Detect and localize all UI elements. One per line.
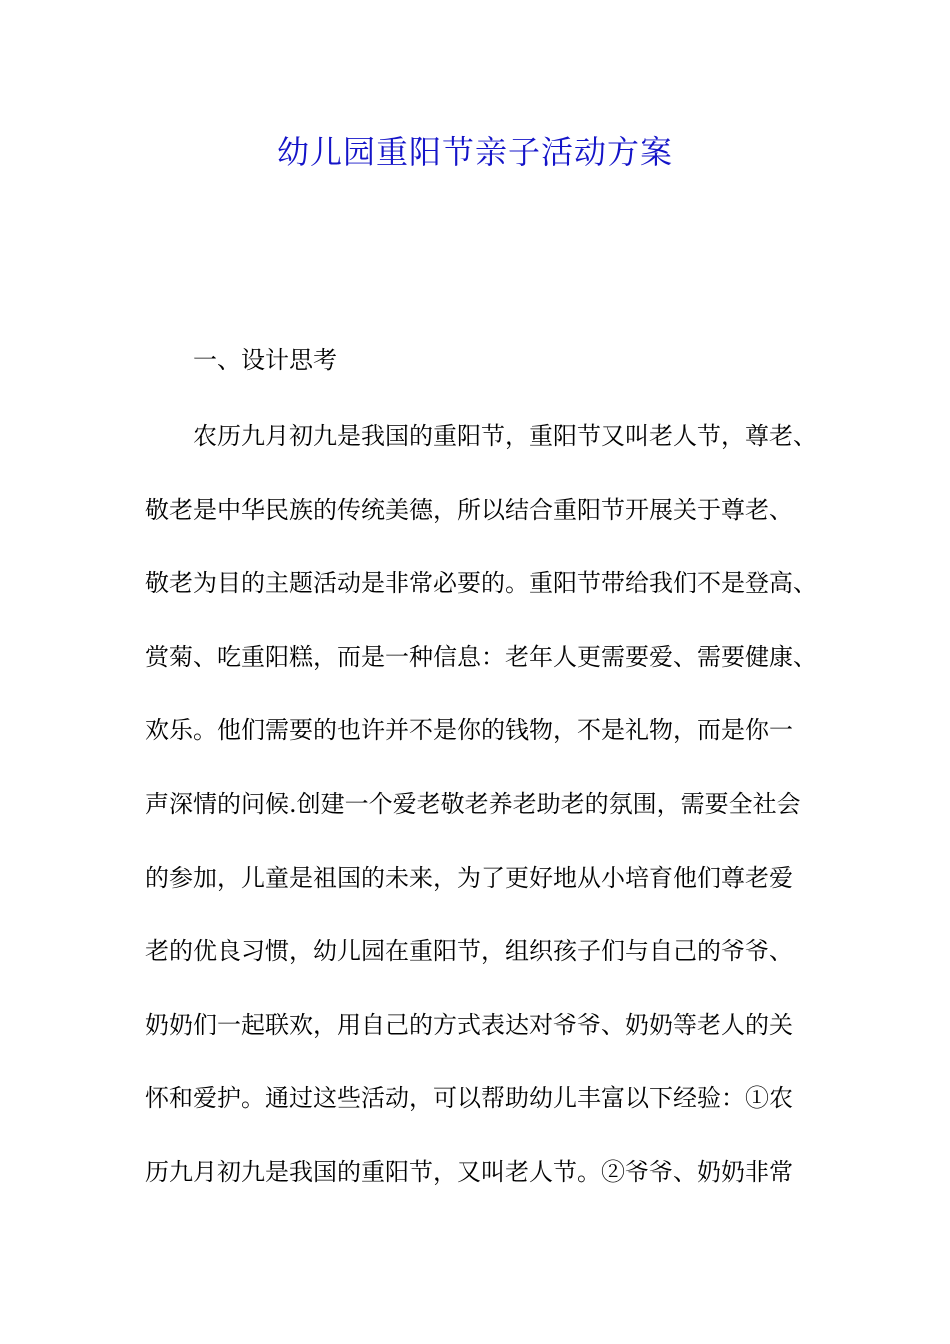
paragraph-line: 声深情的问候.创建一个爱老敬老养老助老的氛围，需要全社会	[145, 789, 801, 818]
paragraph-line: 历九月初九是我国的重阳节，又叫老人节。②爷爷、奶奶非常	[145, 1157, 793, 1186]
paragraph-line: 老的优良习惯，幼儿园在重阳节，组织孩子们与自己的爷爷、	[145, 937, 793, 966]
paragraph-line: 赏菊、吃重阳糕，而是一种信息：老年人更需要爱、需要健康、	[145, 642, 817, 671]
paragraph-line: 敬老是中华民族的传统美德，所以结合重阳节开展关于尊老、	[145, 495, 793, 524]
paragraph-line: 奶奶们一起联欢，用自己的方式表达对爷爷、奶奶等老人的关	[145, 1010, 793, 1039]
paragraph-line: 农历九月初九是我国的重阳节，重阳节又叫老人节，尊老、	[193, 422, 817, 450]
paragraph-line: 怀和爱护。通过这些活动，可以帮助幼儿丰富以下经验：①农	[145, 1084, 793, 1113]
paragraph	[145, 416, 825, 1226]
paragraph-line: 敬老为目的主题活动是非常必要的。重阳节带给我们不是登高、	[145, 569, 817, 598]
paragraph-line: 的参加，儿童是祖国的未来，为了更好地从小培育他们尊老爱	[145, 863, 793, 892]
document-title: 幼儿园重阳节亲子活动方案	[276, 133, 673, 171]
section-heading: 一、设计思考	[193, 346, 337, 374]
paragraph-line: 欢乐。他们需要的也许并不是你的钱物，不是礼物，而是你一	[145, 716, 793, 745]
